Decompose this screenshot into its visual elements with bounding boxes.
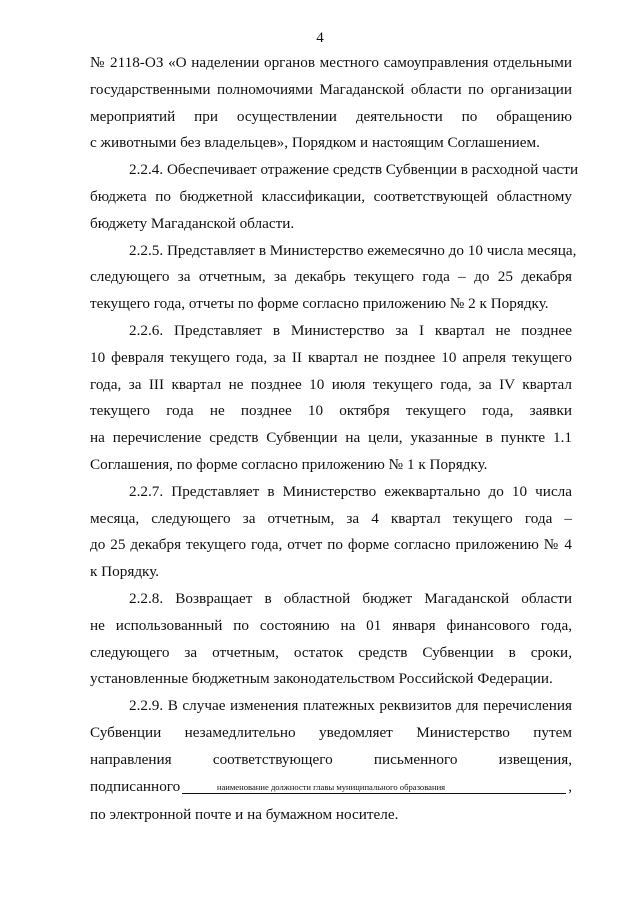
text-line: текущего года не позднее 10 октября текущего года, заявки xyxy=(90,402,572,420)
text-line: 2.2.4. Обеспечивает отражение средств Субвенции в расходной части xyxy=(129,161,579,179)
text-line: следующего за отчетным, за декабрь текущего года – до 25 декабря xyxy=(90,268,572,286)
document-body xyxy=(90,50,579,800)
paragraph-law-reference xyxy=(90,50,572,157)
signed-by-label: подписанного xyxy=(90,777,181,795)
text-line: не использованный по состоянию на 01 января финансового года, xyxy=(90,616,572,634)
text-line: Субвенции незамедлительно уведомляет Министерство путем xyxy=(90,723,572,741)
text-line: 2.2.8. Возвращает в областной бюджет Магаданской области xyxy=(129,589,572,607)
text-line: 2.2.5. Представляет в Министерство ежемесячно до 10 числа месяца, xyxy=(129,241,577,259)
page-number: 4 xyxy=(316,30,324,46)
paragraph-2-2-7 xyxy=(90,479,572,586)
paragraph-2-2-5 xyxy=(90,238,577,318)
text-line: 2.2.7. Представляет в Министерство ежеквартально до 10 числа xyxy=(129,482,572,500)
text-line: к Порядку. xyxy=(90,563,160,581)
paragraph-2-2-8 xyxy=(90,586,572,693)
text-line: текущего года, отчеты по форме согласно приложению № 2 к Порядку. xyxy=(90,295,549,313)
text-line: установленные бюджетным законодательством Российской Федерации. xyxy=(90,670,553,688)
text-line: бюджета по бюджетной классификации, соответствующей областному xyxy=(90,187,572,205)
closing-line: по электронной почте и на бумажном носителе. xyxy=(90,806,399,823)
text-line: года, за III квартал не позднее 10 июля текущего года, за IV квартал xyxy=(90,375,572,393)
signed-by-comma: , xyxy=(568,777,572,795)
text-line: 10 февраля текущего года, за II квартал не позднее 10 апреля текущего xyxy=(90,348,572,366)
text-line: государственными полномочиями Магаданской области по организации xyxy=(90,80,572,98)
text-line: мероприятий при осуществлении деятельности по обращению xyxy=(90,107,572,125)
text-line: с животными без владельцев», Порядком и настоящим Соглашением. xyxy=(90,134,540,152)
text-line: следующего за отчетным, остаток средств Субвенции в сроки, xyxy=(90,643,572,661)
text-line: 2.2.9. В случае изменения платежных реквизитов для перечисления xyxy=(129,697,572,715)
text-line: направления соответствующего письменного извещения, xyxy=(90,750,572,768)
text-line: Соглашения, по форме согласно приложению № 1 к Порядку. xyxy=(90,455,488,473)
text-line: до 25 декабря текущего года, отчет по форме согласно приложению № 4 xyxy=(90,536,572,554)
text-line: № 2118-ОЗ «О наделении органов местного самоуправления отдельными xyxy=(90,54,572,71)
blank-line-caption: наименование должности главы муниципального образования xyxy=(216,782,446,792)
text-line: месяца, следующего за отчетным, за 4 квартал текущего года – xyxy=(90,509,572,527)
text-line: бюджету Магаданской области. xyxy=(90,214,295,232)
paragraph-2-2-6 xyxy=(90,318,572,479)
text-line: на перечисление средств Субвенции на цели, указанные в пункте 1.1 xyxy=(90,429,572,447)
text-line: 2.2.6. Представляет в Министерство за I квартал не позднее xyxy=(129,321,572,339)
paragraph-2-2-4 xyxy=(90,157,579,237)
